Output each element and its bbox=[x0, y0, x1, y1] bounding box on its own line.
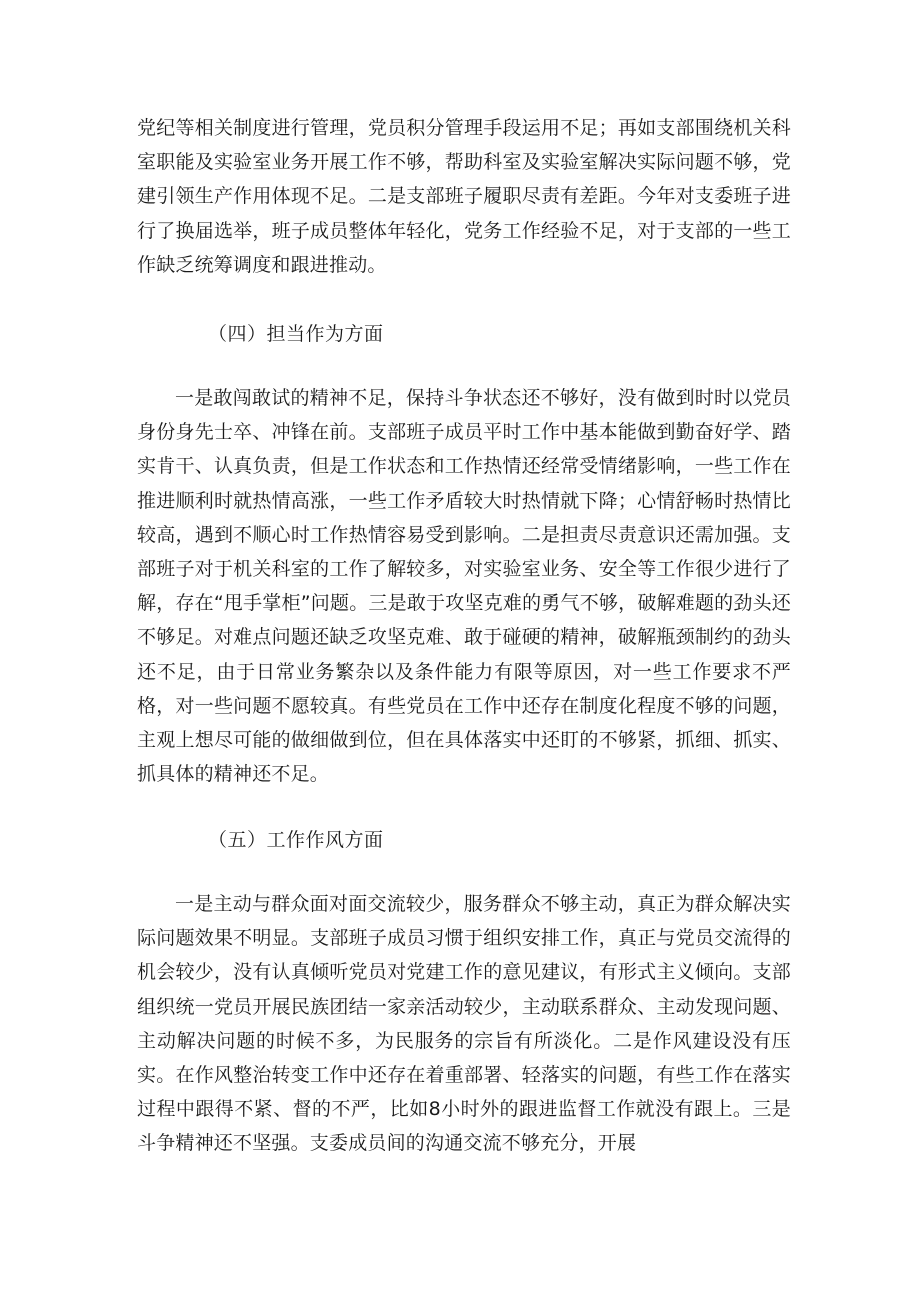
section-heading-4: （四）担当作为方面 bbox=[208, 323, 384, 345]
paragraph-2: 一是敢闯敢试的精神不足，保持斗争状态还不够好，没有做到时时以党员身份身先士卒、冲锋在前。支部班子成员平时工作中基本能做到勤奋好学、踏实肯干、认真负责，但是工作状态和工作热情还经常受情绪影响，一些工作在推进顺利时就热情高涨，一些工作矛盾较大时热情就下降；心情舒畅时热情比较高，遇到不顺心时工作热情容易受到影响。二是担责尽责意识还需加强。支部班子对于机关科室的工作了解较多，对实验室业务、安全等工作很少进行了解，存在“甩手掌柜”问题。三是敢于攻坚克难的勇气不够，破解难题的劲头还不够足。对难点问题还缺乏攻坚克难、敢于碰硬的精神，破解瓶颈制约的劲头还不足，由于日常业务繁杂以及条件能力有限等原因，对一些工作要求不严格，对一些问题不愿较真。有些党员在工作中还存在制度化程度不够的问题，主观上想尽可能的做细做到位，但在具体落实中还盯的不够紧，抓细、抓实、抓具体的精神还不足。 bbox=[137, 387, 791, 786]
paragraph-3: 一是主动与群众面对面交流较少，服务群众不够主动，真正为群众解决实际问题效果不明显。支部班子成员习惯于组织安排工作，真正与党员交流得的机会较少，没有认真倾听党员对党建工作的意见建议，有形式主义倾向。支部组织统一党员开展民族团结一家亲活动较少，主动联系群众、主动发现问题、主动解决问题的时候不多，为民服务的宗旨有所淡化。二是作风建设没有压实。在作风整治转变工作中还存在着重部署、轻落实的问题，有些工作在落实过程中跟得不紧、督的不严，比如8小时外的跟进监督工作就没有跟上。三是斗争精神还不坚强。支委成员间的沟通交流不够充分，开展 bbox=[137, 893, 791, 1155]
paragraph-1: 党纪等相关制度进行管理，党员积分管理手段运用不足；再如支部围绕机关科室职能及实验室业务开展工作不够，帮助科室及实验室解决实际问题不够，党建引领生产作用体现不足。二是支部班子履职尽责有差距。今年对支委班子进行了换届选举，班子成员整体年轻化，党务工作经验不足，对于支部的一些工作缺乏统筹调度和跟进推动。 bbox=[137, 117, 791, 276]
section-heading-5: （五）工作作风方面 bbox=[208, 829, 384, 851]
